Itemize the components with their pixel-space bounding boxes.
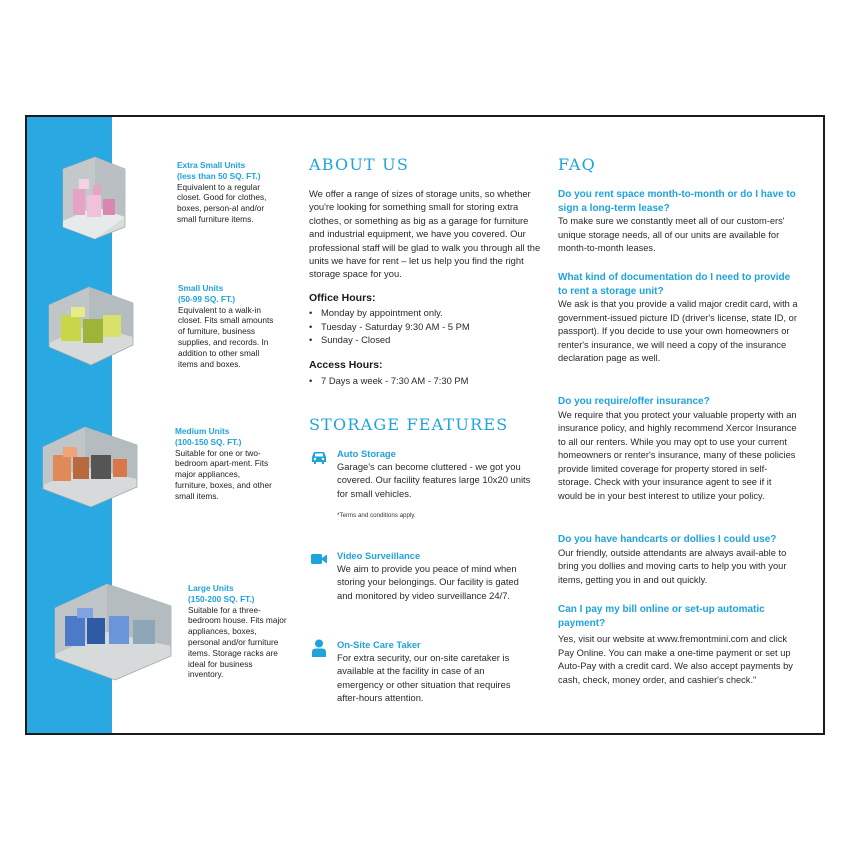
- faq-item: [558, 188, 798, 256]
- access-hours-label: Access Hours:: [309, 359, 383, 372]
- feature-description: For extra security, our on-site caretaker is available at the facility in case of an emergency or other situation that requires after-hours attention.: [337, 652, 511, 704]
- feature-auto-storage: [337, 447, 533, 519]
- small-unit-illustration: [45, 285, 135, 367]
- unit-card-extra-small: [177, 160, 277, 225]
- faq-answer: To make sure we constantly meet all of our custom-ers' unique storage needs, all of our units are available for month-to-month leases.: [558, 216, 785, 254]
- feature-on-site-care-taker: [337, 638, 533, 705]
- faq-answer: Our friendly, outside attendants are always avail-able to bring you dollies and moving carts to help you with your items, getting you in and out quickly.: [558, 547, 787, 585]
- unit-size: (50-99 SQ. FT.): [178, 293, 236, 304]
- unit-size: (less than 50 SQ. FT.): [177, 170, 261, 181]
- faq-answer: Yes, visit our website at www.fremontmini.com and click Pay Online. You can make a one-time payment or set up Auto-Pay with a credit card. We also accept payments by cash, check, money order, and cashier's check.": [558, 634, 793, 685]
- faq-answer: We require that you protect your valuable property with an insurance policy, and highly recommend Xercor Insurance to all our renters. While you may opt to use your current homeowners or renter's insurance, many of these policies provide limited coverage for property stored in self-storage. Check with your insurance agent to see if it would be in your best interest to utilize your policy.: [558, 409, 797, 502]
- office-hours-item: • Sunday - Closed: [309, 333, 541, 346]
- person-icon: [309, 638, 329, 658]
- access-hours-item: • 7 Days a week - 7:30 AM - 7:30 PM: [309, 374, 541, 387]
- large-unit-illustration: [51, 582, 173, 682]
- feature-title: On-Site Care Taker: [337, 639, 421, 650]
- unit-card-medium: [175, 426, 275, 502]
- medium-unit-illustration: [39, 425, 139, 509]
- unit-name: Small Units: [178, 283, 224, 293]
- feature-video-surveillance: [337, 549, 533, 602]
- unit-card-large: [188, 583, 288, 680]
- faq-item: [558, 271, 798, 366]
- unit-description: Suitable for one or two-bedroom apart-ment. Fits major appliances, furniture, boxes, and other small items.: [175, 447, 272, 501]
- office-hours-item: • Tuesday - Saturday 9:30 AM - 5 PM: [309, 320, 541, 333]
- feature-description: Garage's can become cluttered - we got you covered. Our facility features large 10x20 units for small vehicles.: [337, 461, 531, 499]
- unit-description: Equivalent to a walk-in closet. Fits small amounts of furniture, business supplies, and records. In addition to other small items and boxes.: [178, 304, 274, 369]
- unit-description: Equivalent to a regular closet. Good for clothes, boxes, person-al and/or small furniture items.: [177, 181, 267, 224]
- terms-note: *Terms and conditions apply.: [337, 512, 416, 520]
- unit-description: Suitable for a three-bedroom house. Fits major appliances, boxes, personal and/or furniture items. Storage racks are ideal for business inventory.: [188, 604, 287, 680]
- office-hours-label: Office Hours:: [309, 291, 376, 304]
- office-hours-list: [309, 306, 541, 346]
- faq-question: What kind of documentation do I need to provide to rent a storage unit?: [558, 272, 791, 297]
- unit-name: Medium Units: [175, 426, 230, 436]
- faq-item: [558, 533, 798, 587]
- unit-name: Large Units: [188, 583, 234, 593]
- about-us-body: We offer a range of sizes of storage units, so whether you're looking for something small for storing extra clothes, or something as big as a garage for furniture and industrial equipment, we have you covered. Our professional staff will be glad to walk you through all the units we have for rent – let us help you find the right storage space for you.: [309, 188, 541, 280]
- car-icon: [309, 447, 329, 467]
- storage-features-heading: STORAGE FEATURES: [309, 415, 509, 434]
- faq-item: [558, 395, 798, 504]
- feature-description: We aim to provide you peace of mind when storing your belongings. Our facility is gated and monitored by video surveillance 24/7.: [337, 563, 519, 601]
- about-us-heading: ABOUT US: [309, 155, 410, 174]
- faq-question: Do you rent space month-to-month or do I have to sign a long-term lease?: [558, 189, 796, 214]
- faq-item: [558, 603, 798, 687]
- faq-question: Do you require/offer insurance?: [558, 396, 710, 407]
- faq-question: Do you have handcarts or dollies I could use?: [558, 534, 777, 545]
- feature-title: Auto Storage: [337, 448, 396, 459]
- about-us-section: [309, 187, 541, 387]
- brochure-page: [25, 115, 825, 735]
- unit-size: (150-200 SQ. FT.): [188, 593, 255, 604]
- access-hours-list: [309, 374, 541, 387]
- unit-card-small: [178, 283, 278, 369]
- unit-name: Extra Small Units: [177, 160, 246, 170]
- office-hours-item: • Monday by appointment only.: [309, 306, 541, 319]
- faq-question: Can I pay my bill online or set-up automatic payment?: [558, 604, 765, 629]
- faq-heading: FAQ: [558, 155, 596, 174]
- video-camera-icon: [309, 549, 329, 569]
- faq-answer: We ask is that you provide a valid major credit card, with a government-issued picture ID (driver's license, state ID, or passport). If you decide to use your own homeowners or renter's insurance, we will need a copy of the insurance declaration page as well.: [558, 299, 798, 364]
- extra-small-unit-illustration: [59, 155, 127, 241]
- feature-title: Video Surveillance: [337, 550, 421, 561]
- unit-size: (100-150 SQ. FT.): [175, 436, 242, 447]
